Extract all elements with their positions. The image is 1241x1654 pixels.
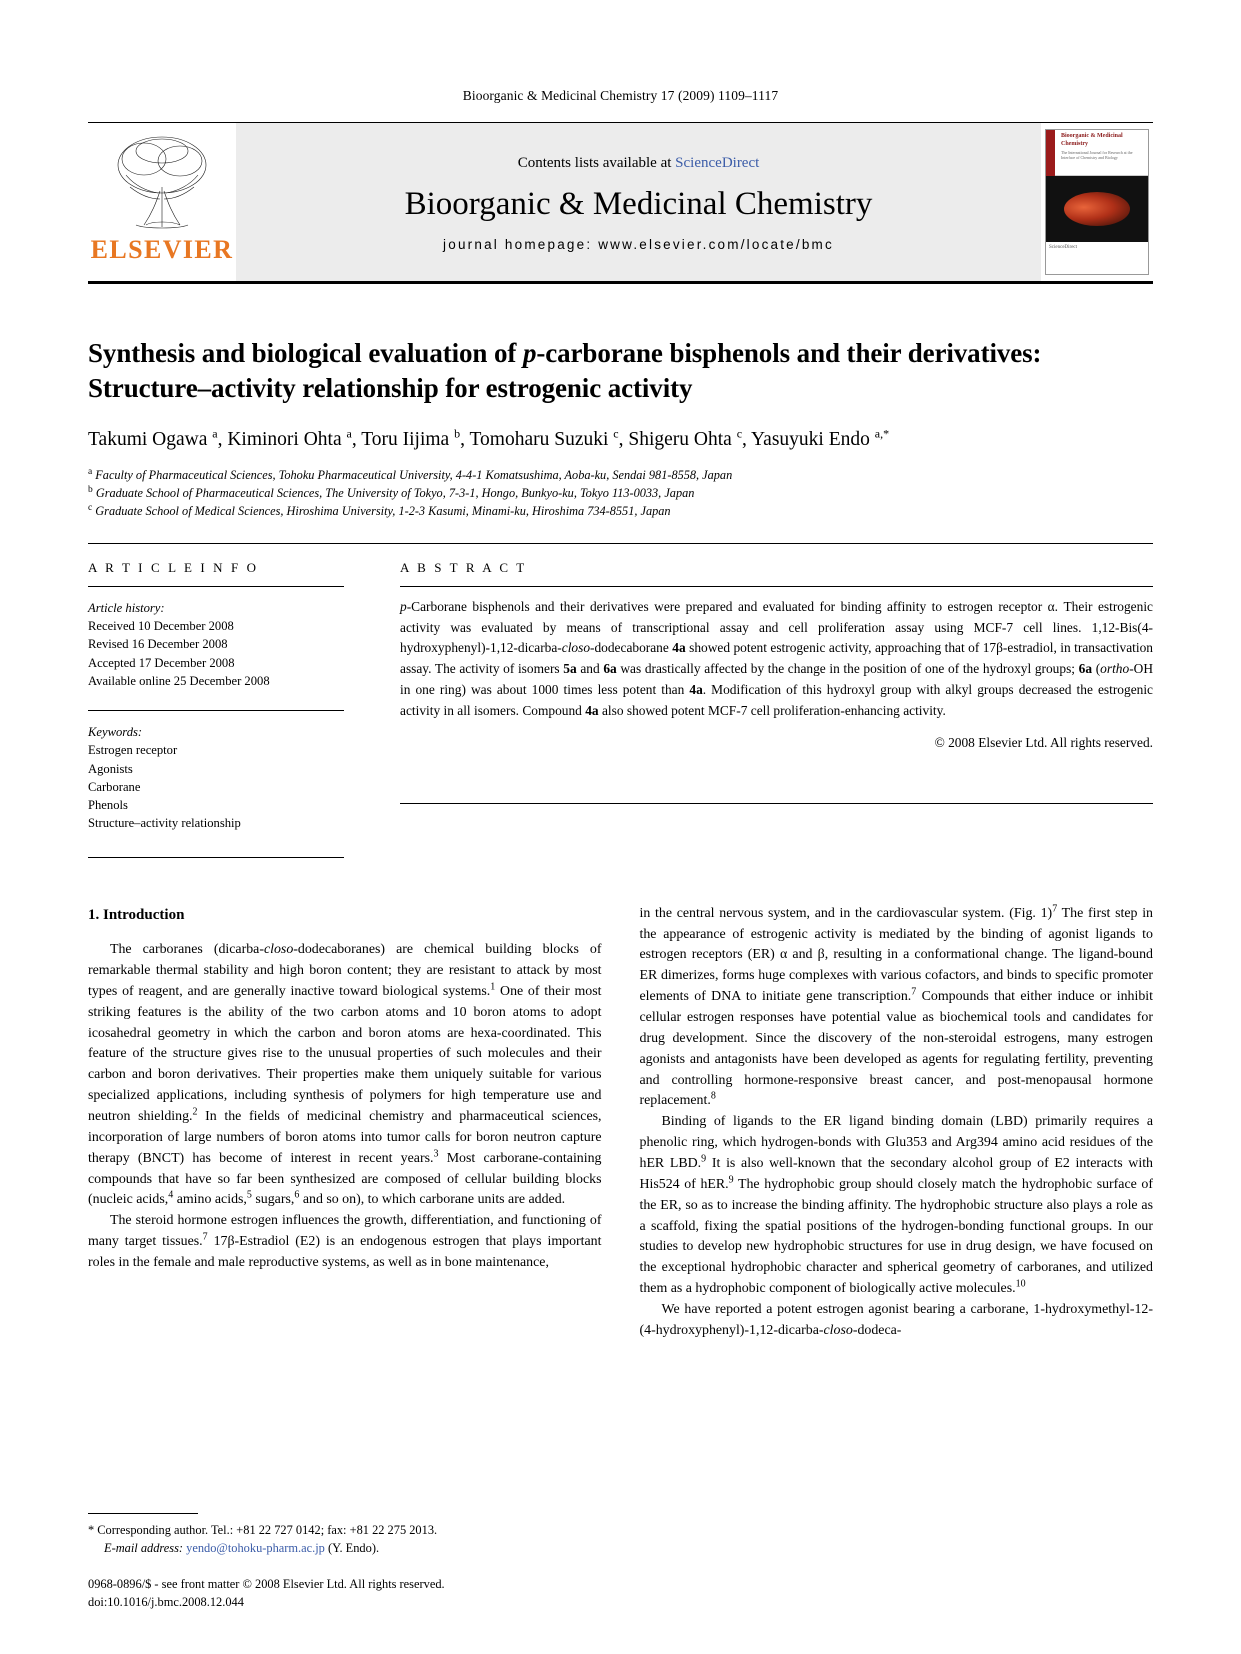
cover-subtitle-text: The International Journal for Research at the Interface of Chemistry and Biology bbox=[1061, 150, 1133, 160]
abstract-rule bbox=[400, 586, 1153, 587]
footnote-email-line bbox=[88, 1540, 613, 1558]
info-abstract-block bbox=[88, 543, 1153, 858]
sciencedirect-link[interactable]: ScienceDirect bbox=[675, 154, 760, 171]
journal-banner bbox=[88, 122, 1153, 281]
article-info-heading: A R T I C L E I N F O bbox=[88, 559, 259, 575]
journal-homepage[interactable]: journal homepage: www.elsevier.com/locate/bmc bbox=[443, 236, 834, 252]
paragraph: The carboranes (dicarba-closo-dodecaboranes) are chemical building blocks of remarkable thermal stability and high boron content; they are resistant to attack by most types of reagent, and are generally inactive toward biological systems.$^1$ One of their most striking features is the ability of the two carbon atoms and 10 boron atoms to adopt icosahedral geometry in which the carbon and boron atoms are hexa-coordinated. This feature of the structure gives rise to the unusual properties of such molecules and their carbon and boron derivatives. Their properties make them uniquely suitable for various specialized applications, including synthesis of polymers for high temperature use and neutron shielding.$^2$ In the fields of medicinal chemistry and pharmaceutical sciences, incorporation of large numbers of boron atoms into tumor calls for boron neutron capture therapy (BNCT) has become of interest in recent years.$^3$ Most carborane-containing compounds that have so far been synthesized are composed of cellular building blocks (nucleic acids,$^4$ amino acids,$^5$ sugars,$^6$ and so on), to which carborane units are added. bbox=[88, 942, 602, 1208]
page-footer bbox=[88, 1576, 445, 1612]
abstract-text: p-Carborane bisphenols and their derivatives were prepared and evaluated for binding affinity to estrogen receptor α. Their estrogenic activity was evaluated by means of transcriptional assay and cell proliferation assay using MCF-7 cell lines. 1,12-Bis(4-hydroxyphenyl)-1,12-dicarba-closo-dodecaborane 4a showed potent estrogenic activity, approaching that of 17β-estradiol, in transactivation assay. The activity of isomers 5a and 6a was drastically affected by the change in the position of one of the hydroxyl groups; 6a (ortho-OH in one ring) was about 1000 times less potent than 4a. Modification of this hydroxyl group with alkyl groups decreased the estrogenic activity in all isomers. Compound 4a also showed potent MCF-7 cell proliferation-enhancing activity. bbox=[400, 598, 1153, 718]
elsevier-wordmark: ELSEVIER bbox=[90, 235, 234, 264]
history-revised: Revised 16 December 2008 bbox=[88, 637, 228, 652]
body-column-right bbox=[640, 904, 1154, 1342]
footer-doi: doi:10.1016/j.bmc.2008.12.044 bbox=[88, 1595, 244, 1610]
footnote-email-suffix: (Y. Endo). bbox=[324, 1541, 380, 1556]
article-info-rule bbox=[88, 586, 344, 587]
running-head: Bioorganic & Medicinal Chemistry 17 (2009) 1109–1117 bbox=[462, 88, 779, 103]
corresponding-author-footnote bbox=[88, 1513, 613, 1558]
contents-prefix: Contents lists available at bbox=[517, 154, 676, 171]
article-info-bottom-rule bbox=[88, 857, 344, 858]
affiliation-c: $^c$ Graduate School of Medical Sciences, Hiroshima University, 1-2-3 Kasumi, Minami-ku, Hiroshima 734-8551, Japan bbox=[88, 502, 671, 519]
banner-bottom-rule bbox=[88, 281, 1153, 284]
elsevier-logo bbox=[88, 123, 236, 281]
history-accepted: Accepted 17 December 2008 bbox=[88, 655, 235, 670]
keywords-label: Keywords: bbox=[88, 725, 143, 740]
cover-molecule-graphic bbox=[1064, 192, 1130, 226]
paragraph: We have reported a potent estrogen agonist bearing a carborane, 1-hydroxymethyl-12-(4-hydroxyphenyl)-1,12-dicarba-closo-dodeca- bbox=[639, 1301, 1153, 1338]
article-history bbox=[88, 599, 344, 690]
contents-available-line bbox=[518, 155, 760, 172]
cover-title bbox=[1046, 130, 1148, 176]
paragraph: The steroid hormone estrogen influences the growth, differentiation, and functioning of many target tissues.$^7$ 17β-Estradiol (E2) is an endogenous estrogen that plays important roles in the female and male reproductive systems, as well as in bone maintenance, bbox=[88, 1213, 602, 1271]
abstract-heading: A B S T R A C T bbox=[400, 559, 527, 575]
footnote-email-link[interactable]: yendo@tohoku-pharm.ac.jp bbox=[186, 1541, 325, 1556]
journal-title: Bioorganic & Medicinal Chemistry bbox=[404, 185, 873, 222]
affiliation-b: $^b$ Graduate School of Pharmaceutical Sciences, The University of Tokyo, 7-3-1, Hongo, Bunkyo-ku, Tokyo 113-0033, Japan bbox=[88, 485, 695, 501]
keyword-item: Structure–activity relationship bbox=[88, 816, 241, 831]
footnote-contact: * Corresponding author. Tel.: +81 22 727 0142; fax: +81 22 275 2013. bbox=[88, 1523, 438, 1538]
article-history-label: Article history: bbox=[88, 600, 165, 615]
abstract-column bbox=[366, 544, 1153, 858]
footer-copyright: 0968-0896/$ - see front matter © 2008 Elsevier Ltd. All rights reserved. bbox=[88, 1577, 445, 1592]
cover-footer: ScienceDirect bbox=[1046, 242, 1148, 275]
article-body bbox=[88, 904, 1153, 1342]
keywords-top-rule bbox=[88, 710, 344, 711]
elsevier-tree-icon bbox=[106, 129, 218, 233]
cover-image bbox=[1045, 129, 1149, 275]
author-list: Takumi Ogawa $^a$, Kiminori Ohta $^a$, Toru Iijima $^b$, Tomoharu Suzuki $^c$, Shigeru Ohta $^c$, Yasuyuki Endo $^{a,*}$ bbox=[88, 426, 890, 451]
article-info-column bbox=[88, 544, 366, 858]
keyword-item: Phenols bbox=[88, 798, 128, 813]
keyword-item: Agonists bbox=[88, 761, 133, 776]
cover-side-bar bbox=[1046, 130, 1055, 176]
affiliation-list bbox=[88, 467, 1153, 520]
cover-title-text: Bioorganic & Medicinal Chemistry bbox=[1061, 133, 1123, 147]
body-column-left bbox=[88, 904, 602, 1342]
history-online: Available online 25 December 2008 bbox=[88, 673, 270, 688]
banner-center bbox=[236, 123, 1041, 281]
section-heading-introduction: 1. Introduction bbox=[88, 906, 185, 923]
affiliation-a: $^a$ Faculty of Pharmaceutical Sciences, Tohoku Pharmaceutical University, 4-4-1 Komatsushima, Aoba-ku, Sendai 981-8558, Japan bbox=[88, 467, 733, 483]
abstract-bottom-rule bbox=[400, 803, 1153, 804]
cover-artwork bbox=[1046, 176, 1148, 242]
journal-cover bbox=[1041, 123, 1153, 281]
keyword-list bbox=[88, 723, 344, 833]
footnote-email-label: E-mail address: bbox=[104, 1541, 184, 1556]
page-title: Synthesis and biological evaluation of p-carborane bisphenols and their derivatives: Structure–activity relationship for estrogenic activity bbox=[88, 338, 1042, 403]
abstract-copyright: © 2008 Elsevier Ltd. All rights reserved. bbox=[934, 735, 1153, 751]
history-received: Received 10 December 2008 bbox=[88, 619, 234, 634]
keyword-item: Estrogen receptor bbox=[88, 743, 178, 758]
keyword-item: Carborane bbox=[88, 779, 141, 794]
paragraph: in the central nervous system, and in the cardiovascular system. (Fig. 1)$^7$ The first step in the appearance of estrogenic activity is mediated by the binding of agonist ligands to estrogen receptors (ER) α and β, resulting in a conformational change. The ligand-bound ER dimerizes, forms huge complexes with various cofactors, and binds to specific promoter elements of DNA to initiate gene transcription.$^7$ Compounds that either induce or inhibit cellular estrogen responses have potential value as biochemical tools and candidates for drug development. Since the discovery of the non-steroidal estrogens, many estrogen agonists and antagonists have been developed as agents for regulating fertility, preventing and controlling hormone-responsive breast cancer, and post-menopausal hormone replacement.$^8$ bbox=[639, 903, 1153, 1109]
paragraph: Binding of ligands to the ER ligand binding domain (LBD) primarily requires a phenolic ring, which hydrogen-bonds with Glu353 and Arg394 amino acid residues of the hER LBD.$^9$ It is also well-known that the secondary alcohol group of E2 interacts with His524 of hER.$^9$ The hydrophobic group should closely match the hydrophobic surface of the ER, so as to increase the binding affinity. The hydrophobic structure also plays a role as a scaffold, fixing the spatial positions of the hydrogen-bonding functional groups. In our studies to develop new hydrophobic structures for use in drug design, we have focused on the exceptional hydrophobic character and spherical geometry of carboranes, and utilized them as a hydrophobic component of biologically active molecules.$^{10}$ bbox=[639, 1114, 1154, 1297]
footnote-rule bbox=[88, 1513, 198, 1514]
